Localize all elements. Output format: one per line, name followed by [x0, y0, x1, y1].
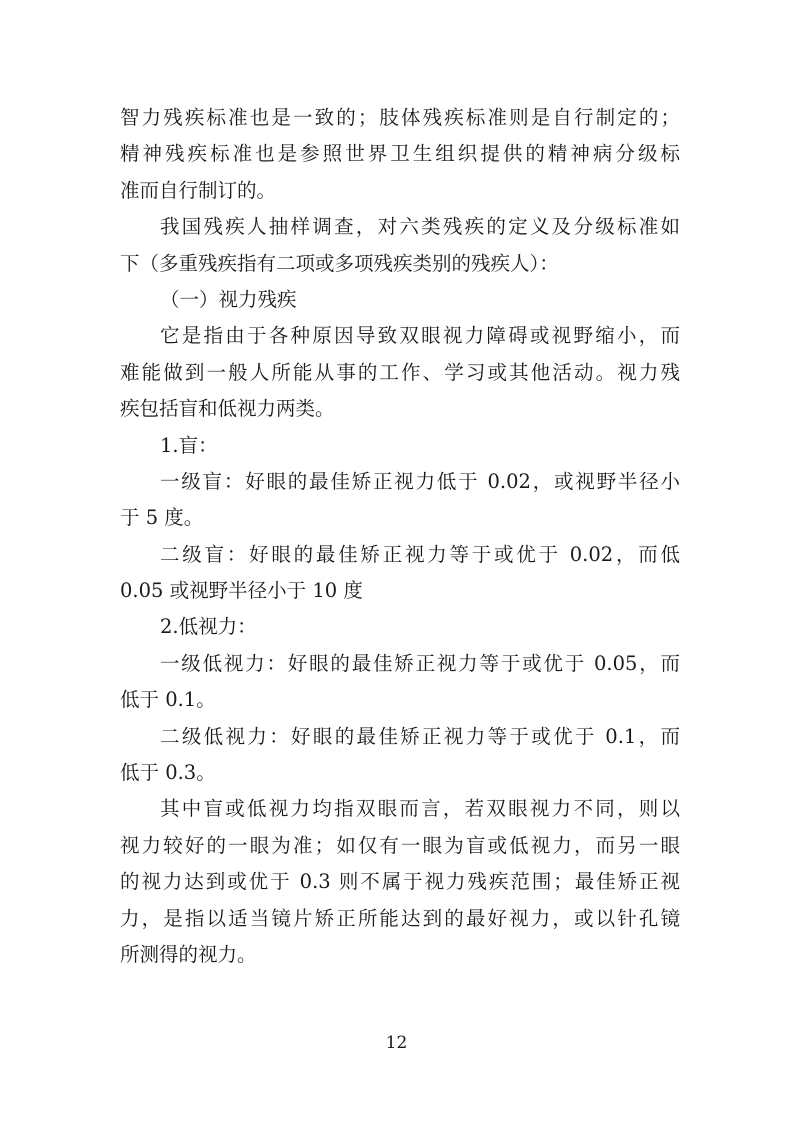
text-line: 精神残疾标准也是参照世界卫生组织提供的精神病分级标 [120, 142, 680, 166]
page-number: 12 [385, 1033, 408, 1053]
text-line: 低于 0.3。 [120, 761, 216, 785]
text-line: 于 5 度。 [120, 506, 204, 530]
text-line: 它是指由于各种原因导致双眼视力障碍或视野缩小，而 [160, 324, 680, 348]
text-line: 视力较好的一眼为准；如仅有一眼为盲或低视力，而另一眼 [120, 833, 680, 857]
text-line: 0.05 或视野半径小于 10 度 [120, 579, 363, 603]
document-body [120, 100, 680, 973]
text-line: 我国残疾人抽样调查，对六类残疾的定义及分级标准如 [160, 215, 680, 239]
text-line: 准而自行制订的。 [120, 178, 277, 202]
text-line: 的视力达到或优于 0.3 则不属于视力残疾范围；最佳矫正视 [120, 870, 680, 894]
subsection-heading: 2.低视力： [160, 615, 257, 639]
text-line: 其中盲或低视力均指双眼而言，若双眼视力不同，则以 [160, 797, 680, 821]
text-line: 力，是指以适当镜片矫正所能达到的最好视力，或以针孔镜 [120, 906, 680, 930]
text-line: 下（多重残疾指有二项或多项残疾类别的残疾人）： [120, 251, 559, 275]
text-line: 一级低视力：好眼的最佳矫正视力等于或优于 0.05，而 [160, 651, 680, 675]
text-line: 疾包括盲和低视力两类。 [120, 397, 335, 421]
text-line: 智力残疾标准也是一致的；肢体残疾标准则是自行制定的； [120, 106, 680, 129]
text-line: 二级低视力：好眼的最佳矫正视力等于或优于 0.1，而 [160, 724, 680, 748]
text-line: 二级盲：好眼的最佳矫正视力等于或优于 0.02，而低 [160, 542, 680, 566]
subsection-heading: 1.盲： [160, 433, 218, 457]
text-line: 一级盲：好眼的最佳矫正视力低于 0.02，或视野半径小 [160, 469, 680, 493]
text-line: 低于 0.1。 [120, 688, 216, 712]
text-line: 所测得的视力。 [120, 942, 257, 966]
section-heading: （一）视力残疾 [160, 287, 297, 311]
text-line: 难能做到一般人所能从事的工作、学习或其他活动。视力残 [120, 360, 680, 384]
